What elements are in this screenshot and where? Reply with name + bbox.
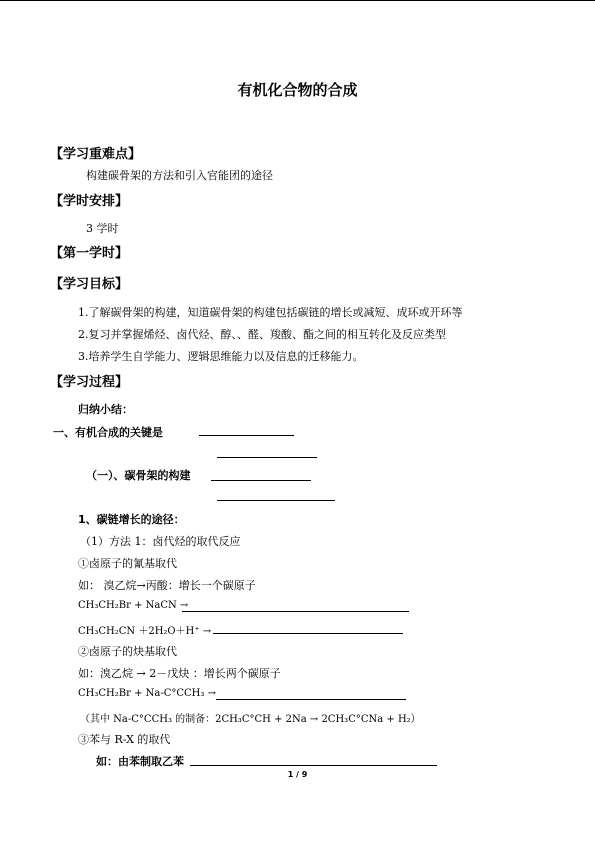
answer-blank xyxy=(217,500,335,501)
example-2: 如：溴乙烷 → 2－戊炔 ：增长两个碳原子 xyxy=(78,667,281,680)
heading-goals: 【学习目标】 xyxy=(50,277,129,292)
key-label: 一、有机合成的关键是 xyxy=(53,426,163,439)
goal-item: 2.复习并掌握烯烃、卤代烃、醇、、醛、羧酸、酯之间的相互转化及反应类型 xyxy=(78,328,446,341)
top-rule xyxy=(0,0,595,1)
answer-blank xyxy=(213,633,403,634)
answer-blank xyxy=(211,480,311,481)
heading-key-points: 【学习重难点】 xyxy=(50,147,142,162)
key-points-text: 构建碳骨架的方法和引入官能团的途径 xyxy=(86,169,273,182)
heading-process: 【学习过程】 xyxy=(50,375,129,390)
example-3: 如：由苯制取乙苯 xyxy=(96,755,184,768)
goal-item: 1.了解碳骨架的构建，知道碳骨架的构建包括碳链的增长或减短、成环或开环等 xyxy=(78,306,463,319)
schedule-text: 3 学时 xyxy=(86,222,119,235)
answer-blank xyxy=(216,699,406,700)
heading-schedule: 【学时安排】 xyxy=(50,194,129,209)
page-number: 1 / 9 xyxy=(287,770,308,779)
answer-blank xyxy=(190,765,437,766)
example-1: 如： 溴乙烷→丙酸：增长一个碳原子 xyxy=(78,579,256,592)
answer-blank xyxy=(199,435,294,436)
method-1: （1）方法 1：卤代烃的取代反应 xyxy=(80,535,241,548)
page-title: 有机化合物的合成 xyxy=(237,81,358,99)
goal-item: 3.培养学生自学能力、逻辑思维能力以及信息的迁移能力。 xyxy=(78,350,364,363)
answer-blank xyxy=(217,457,317,458)
skeleton-label: （一）、碳骨架的构建 xyxy=(86,469,191,482)
preparation-note: （其中 Na-C°CCH₃ 的制备：2CH₃C°CH + 2Na → 2CH₃C°CNa + H₂） xyxy=(80,714,421,725)
summary-label: 归纳小结： xyxy=(78,403,133,416)
item-1: ①卤原子的氰基取代 xyxy=(78,557,177,570)
item-3: ③苯与 R-X 的取代 xyxy=(78,733,171,746)
chain-growth-label: 1、碳链增长的途径： xyxy=(78,513,185,526)
equation-2: CH₃CH₂CN ＋2H₂O＋H⁺ → xyxy=(78,626,212,637)
item-2: ②卤原子的炔基取代 xyxy=(78,645,177,658)
heading-first-lesson: 【第一学时】 xyxy=(50,246,129,261)
answer-blank xyxy=(182,611,409,612)
equation-1: CH₃CH₂Br + NaCN → xyxy=(78,600,189,611)
equation-3: CH₃CH₂Br + Na-C°CCH₃ → xyxy=(78,688,216,699)
